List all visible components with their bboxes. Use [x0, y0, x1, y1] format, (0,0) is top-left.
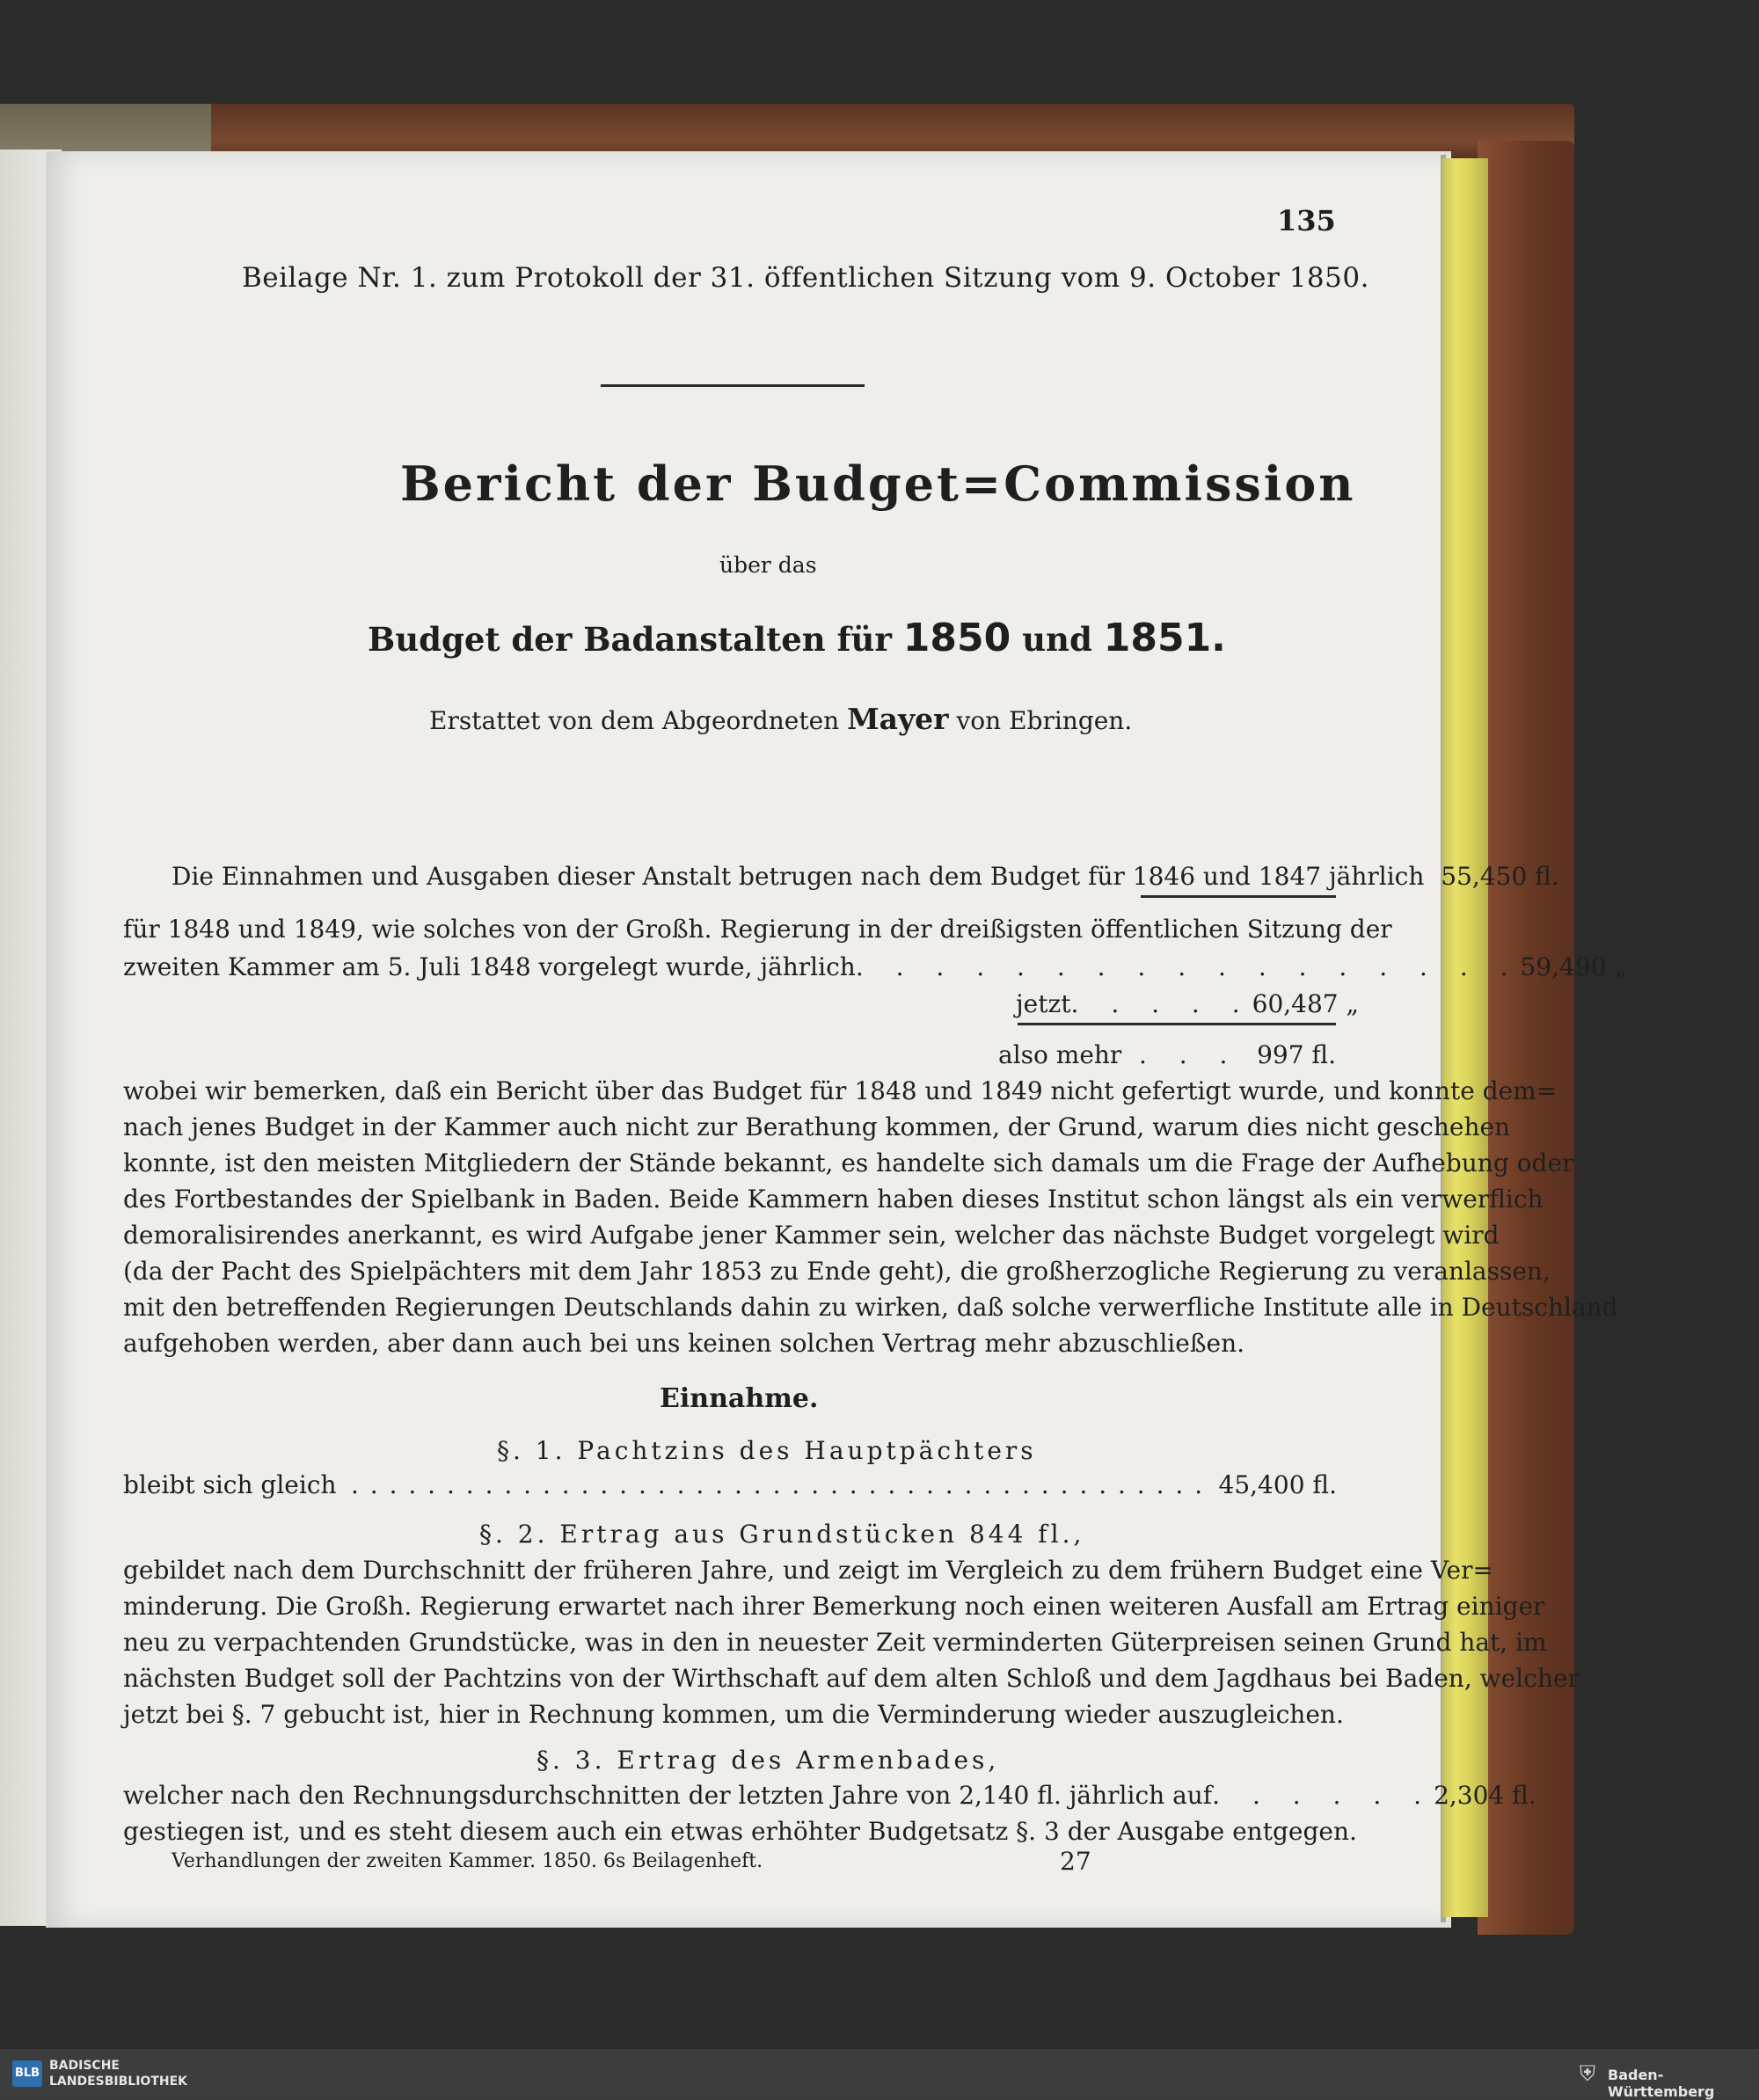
section-1-text: bleibt sich gleich	[123, 1470, 337, 1499]
heading-einnahme: Einnahme.	[660, 1383, 819, 1414]
section-2-title: §. 2. Ertrag aus Grundstücken 844 fl.,	[479, 1520, 1085, 1549]
author-name: Mayer	[847, 702, 949, 736]
budget-heading	[368, 616, 1226, 660]
paragraph-line: wobei wir bemerken, daß ein Bericht über das Budget für 1848 und 1849 nicht gefertigt wurde, und konnte dem=	[123, 1076, 1558, 1105]
blb-logo[interactable]: BLB	[12, 2060, 42, 2087]
leader-dots: . . . . . . . . . . . . . . . . .	[855, 952, 1521, 981]
value-1848: 59,490 „	[1520, 952, 1627, 981]
paragraph-line: (da der Pacht des Spielpächters mit dem Jahr 1853 zu Ende geht), die großherzogliche Regierung zu veranlassen,	[123, 1257, 1551, 1286]
page-number: 135	[1277, 204, 1336, 237]
paragraph-line: nach jenes Budget in der Kammer auch nicht zur Berathung kommen, der Grund, warum dies nicht geschehen	[123, 1112, 1511, 1141]
paragraph-line: aufgehoben werden, aber dann auch bei uns keinen solchen Vertrag mehr abzuschließen.	[123, 1329, 1245, 1358]
paragraph-line: gebildet nach dem Durchschnitt der früheren Jahre, und zeigt im Vergleich zu dem frühern Budget eine Ver=	[123, 1556, 1493, 1585]
author-prefix: Erstattet von dem Abgeordneten	[429, 706, 840, 735]
baden-wuerttemberg-label[interactable]: Baden-Württemberg	[1608, 2067, 1715, 2100]
budget-und: und	[1022, 620, 1092, 659]
summary-line-mehr	[998, 1040, 1336, 1069]
jaehrlich-text: zweiten Kammer am 5. Juli 1848 vorgelegt wurde, jährlich	[123, 952, 856, 981]
header-rule	[601, 384, 865, 387]
leader-dots: . . . . . .	[1212, 1781, 1434, 1810]
paragraph-line: minderung. Die Großh. Regierung erwartet nach ihrer Bemerkung noch einen weiteren Ausfall am Ertrag einiger	[123, 1592, 1545, 1621]
author-suffix: von Ebringen.	[956, 706, 1133, 735]
leader-dots: . . .	[1138, 1040, 1240, 1069]
coat-of-arms-icon: ⛨	[1580, 2061, 1595, 2086]
year-1850: 1850	[902, 616, 1011, 660]
report-title: Bericht der Budget=Commission	[400, 456, 1356, 512]
summary-line-1846	[172, 862, 1559, 891]
budget-prefix: Budget der Badanstalten für	[368, 620, 892, 659]
section-3-line	[123, 1781, 1536, 1810]
paragraph-line: jetzt bei §. 7 gebucht ist, hier in Rechnung kommen, um die Verminderung wieder auszugleichen.	[123, 1700, 1344, 1729]
section-1-line	[123, 1470, 1337, 1499]
section-1-title: §. 1. Pachtzins des Hauptpächters	[497, 1436, 1037, 1465]
title-subline: über das	[719, 552, 817, 578]
summary-line-jetzt	[1016, 989, 1360, 1018]
sum-rule-2	[1018, 1023, 1336, 1025]
page-paper	[46, 151, 1451, 1928]
sheet-number: 27	[1060, 1847, 1091, 1876]
paragraph-line: gestiegen ist, und es steht diesem auch ein etwas erhöhter Budgetsatz §. 3 der Ausgabe entgegen.	[123, 1817, 1357, 1846]
value-jetzt: 60,487 „	[1252, 989, 1360, 1018]
leader-dots: . . . . .	[1070, 989, 1252, 1018]
section-3-title: §. 3. Ertrag des Armenbades,	[536, 1746, 1000, 1775]
leader-dots: . . . . . . . . . . . . . . . . . . . . . . . . . . . . . . . . . . . . . . . . . . . . .	[350, 1470, 1205, 1499]
footer-source: Verhandlungen der zweiten Kammer. 1850. 6s Beilagenheft.	[172, 1850, 763, 1872]
sum-rule-1	[1141, 895, 1336, 898]
library-name-line2: LANDESBIBLIOTHEK	[49, 2074, 188, 2089]
summary-line-1848: für 1848 und 1849, wie solches von der Großh. Regierung in der dreißigsten öffentlichen Sitzung der	[123, 915, 1392, 944]
mehr-label: also mehr	[998, 1040, 1122, 1069]
value-mehr: 997 fl.	[1257, 1040, 1336, 1069]
paragraph-line: demoralisirendes anerkannt, es wird Aufgabe jener Kammer sein, welcher das nächste Budget vorgelegt wird	[123, 1221, 1500, 1250]
beilage-header: Beilage Nr. 1. zum Protokoll der 31. öffentlichen Sitzung vom 9. October 1850.	[242, 262, 1369, 294]
summary-line-jaehrlich	[123, 952, 1627, 981]
paragraph-line: neu zu verpachtenden Grundstücke, was in den in neuester Zeit verminderten Güterpreisen seinen Grund hat, im	[123, 1628, 1547, 1657]
summary-line-1846-text: Die Einnahmen und Ausgaben dieser Anstalt betrugen nach dem Budget für 1846 und 1847 jährlich	[172, 862, 1425, 891]
paragraph-line: nächsten Budget soll der Pachtzins von der Wirthschaft auf dem alten Schloß und dem Jagdhaus bei Baden, welcher	[123, 1664, 1580, 1693]
library-name-line1: BADISCHE	[49, 2059, 120, 2073]
paragraph-line: des Fortbestandes der Spielbank in Baden. Beide Kammern haben dieses Institut schon längst als ein verwerflich	[123, 1185, 1544, 1214]
paragraph-line: mit den betreffenden Regierungen Deutschlands dahin zu wirken, daß solche verwerfliche Institute alle in Deutschland	[123, 1293, 1618, 1322]
library-banner	[0, 2049, 1759, 2097]
paragraph-line: konnte, ist den meisten Mitgliedern der Stände bekannt, es handelte sich damals um die Frage der Aufhebung oder	[123, 1148, 1574, 1178]
value-1846: 55,450 fl.	[1441, 862, 1559, 891]
year-1851: 1851.	[1103, 616, 1226, 660]
author-line	[429, 702, 1132, 736]
jetzt-label: jetzt	[1016, 989, 1071, 1018]
value-pachtzins: 45,400 fl.	[1218, 1470, 1337, 1499]
value-armenbad: 2,304 fl.	[1434, 1781, 1536, 1810]
library-name[interactable]	[49, 2058, 187, 2089]
section-3-text: welcher nach den Rechnungsdurchschnitten der letzten Jahre von 2,140 fl. jährlich auf	[123, 1781, 1213, 1810]
